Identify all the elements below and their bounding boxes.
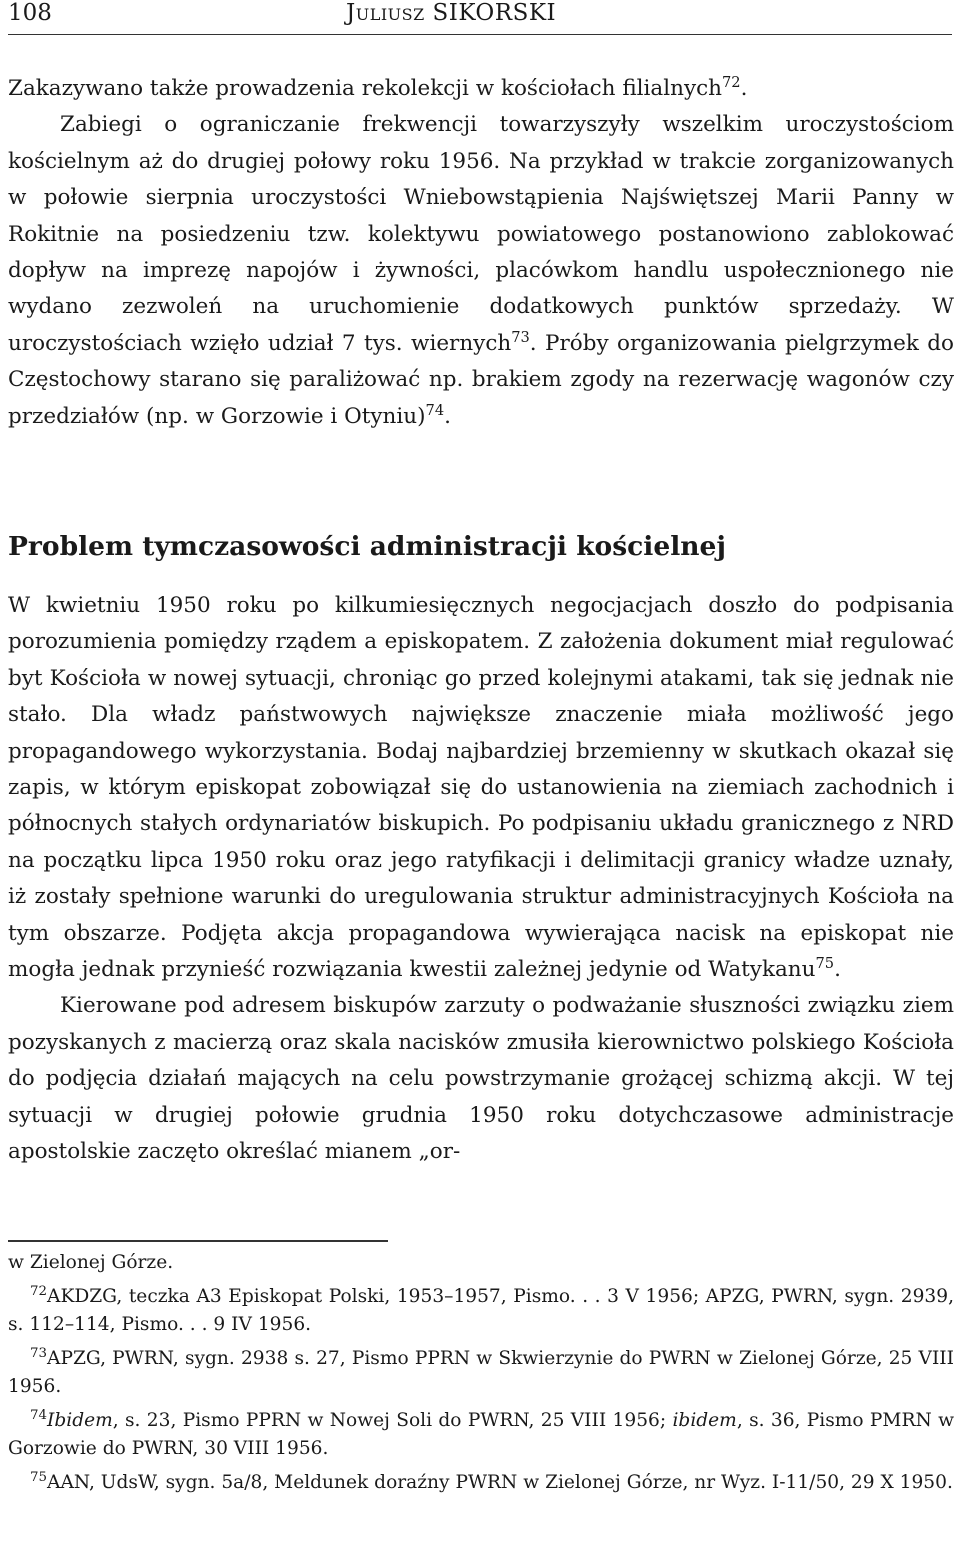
paragraph-1-text: Zakazywano także prowadzenia rekolekcji w kościołach filialnych [8,76,722,101]
footnote-italic: Ibidem [47,1410,113,1431]
footnote-text: APZG, PWRN, sygn. 2938 s. 27, Pismo PPRN w Skwierzynie do PWRN w Zielonej Górze, 25 VIII 1956. [8,1348,954,1397]
footnote-italic: ibidem [672,1410,737,1431]
footnote-72 [8,1283,954,1339]
footnote-75 [8,1469,954,1497]
footnote-text: AKDZG, teczka A3 Episkopat Polski, 1953–1957, Pismo. . . 3 V 1956; APZG, PWRN, sygn. 2939, s. 112–114, Pismo. . . 9 IV 1956. [8,1286,954,1335]
footnote-text: AAN, UdsW, sygn. 5a/8, Meldunek doraźny PWRN w Zielonej Górze, nr Wyz. I-11/50, 29 X 1950. [47,1472,953,1493]
paragraph-1-text: . [740,76,748,101]
footnote-continued: w Zielonej Górze. [8,1252,174,1273]
footnote-number: 75 [30,1469,48,1485]
paragraph-1-text: . [444,403,451,429]
footnote-ref-73: 73 [511,328,530,346]
paragraph-1-text: Zabiegi o ograniczanie frekwencji towarzyszyły wszelkim uroczystościom kościelnym aż do drugiej połowy roku 1956. Na przykład w trakcie zorganizowanych w połowie sierpnia uroczystości Wniebowstąpienia Najświętszej Marii Panny w Rokitnie na posiedzeniu tzw. kolektywu powiatowego postanowiono zablokować dopływ na imprezę napojów i żywności, placówkom handlu uspołecznionego nie wydano zezwoleń na uruchomienie dodatkowych punktów sprzedaży. W uroczystościach wzięło udział 7 tys. wiernych [8,112,954,356]
footnote-number: 74 [30,1407,48,1423]
paragraph-2 [8,588,954,988]
paragraph-1-text: . Próby organizowania pielgrzymek do Częstochowy starano się paraliżować np. brakiem zgody na rezerwację wagonów czy przedziałów (np. w Gorzowie i Otyniu) [8,330,954,429]
paragraph-3-text: Kierowane pod adresem biskupów zarzuty o podważanie słuszności związku ziem pozyskanych z macierzą oraz skala nacisków zmusiła kierownictwo polskiego Kościoła do podjęcia działań mających na celu powstrzymanie grożącej schizmą akcji. W tej sytuacji w drugiej połowie grudnia 1950 roku dotychczasowe administracje apostolskie zaczęto określać mianem „or- [8,993,954,1165]
footnote-number: 72 [30,1283,48,1299]
paragraph-2-text: . [834,957,841,983]
paragraph-1 [8,71,954,435]
running-title: Juliusz SIKORSKI [346,0,557,26]
footnote-text: , s. 36, Pismo PMRN w Gorzowie do PWRN, 30 VIII 1956. [8,1410,954,1459]
footnote-ref-75: 75 [815,954,835,972]
paragraph-2-text: W kwietniu 1950 roku po kilkumiesięcznych negocjacjach doszło do podpisania porozumienia pomiędzy rządem a episkopatem. Z założenia dokument miał regulować byt Kościoła w nowej sytuacji, chroniąc go przed kolejnymi atakami, tak się jednak nie stało. Dla władz państwowych największe znaczenie miała możliwość jego propagandowego wykorzystania. Bodaj najbardziej brzemienny w skutkach okazał się zapis, w którym episkopat zobowiązał się do ustanowienia na ziemiach zachodnich i północnych stałych ordynariatów biskupich. Po podpisaniu układu granicznego z NRD na początku lipca 1950 roku oraz jego ratyfikacji i delimitacji granicy władze uznały, iż zostały spełnione warunki do uregulowania struktur administracyjnych Kościoła na tym obszarze. Podjęta akcja propagandowa wywierająca nacisk na episkopat nie mogła jednak przynieść rozwiązania kwestii zależnej jedynie od Watykanu [8,593,954,983]
header-rule [8,34,952,35]
body-text-upper [8,71,954,435]
footnote-text: , s. 23, Pismo PPRN w Nowej Soli do PWRN, 25 VIII 1956; [112,1410,673,1431]
section-heading: Problem tymczasowości administracji kościelnej [8,531,726,562]
footnote-73 [8,1345,954,1401]
footnote-ref-74: 74 [425,401,445,419]
body-text-lower [8,588,954,1171]
footnote-number: 73 [30,1345,48,1361]
page-header [0,0,960,34]
footnote-74 [8,1407,954,1463]
footnotes [8,1249,954,1497]
footnote-ref-72: 72 [722,73,741,91]
footnote-rule [8,1240,388,1242]
paragraph-3 [8,988,954,1170]
page-number: 108 [8,0,52,26]
